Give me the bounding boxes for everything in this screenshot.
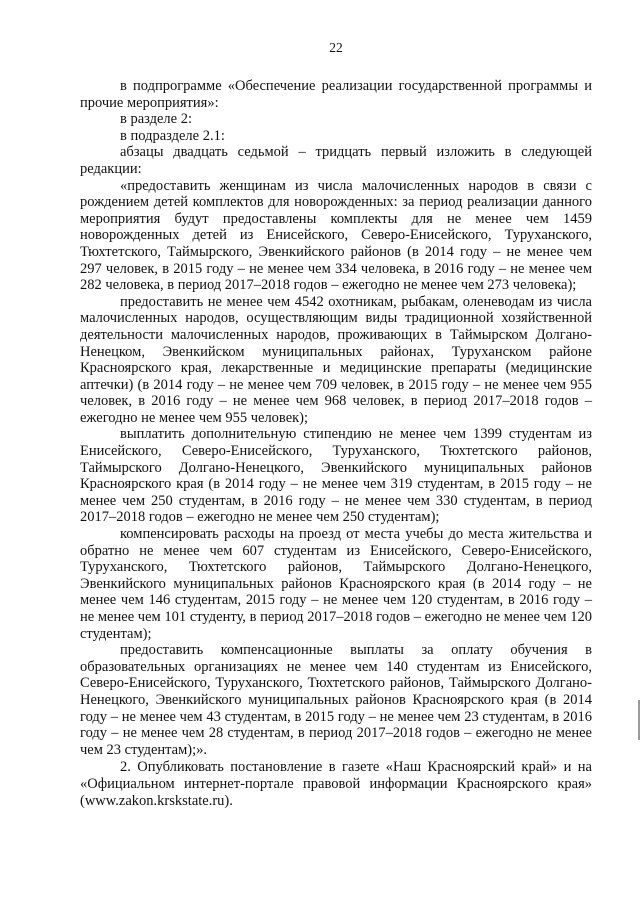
document-body bbox=[80, 78, 592, 809]
paragraph-tuition-compensation: предоставить компенсационные выплаты за оплату обучения в образовательных организациях не менее чем 140 студентам из Енисейского, Северо-Енисейского, Туруханского, Тюхтетского районов, Таймырского Долгано-Ненецкого, Эвенкийского муниципальных районов Красноярского края (в 2014 году – не менее чем 43 студентам, в 2015 году – не менее чем 23 студентам, в 2016 году – не менее чем 28 студентам, в период 2017–2018 годов – ежегодно не менее чем 23 студентам);». bbox=[80, 642, 592, 758]
paragraph-section-2: в разделе 2: bbox=[120, 111, 193, 128]
paragraph-subprogram-intro: в подпрограмме «Обеспечение реализации государственной программы и прочие мероприятия»: bbox=[80, 78, 592, 111]
paragraph-travel-compensation: компенсировать расходы на проезд от места учебы до места жительства и обратно не менее чем 607 студентам из Енисейского, Северо-Енисейского, Туруханского, Тюхтетского районов, Таймырского Долгано-Ненецкого, Эвенкийского муниципальных районов Красноярского края (в 2014 году – не менее чем 146 студентам, 2015 году – не менее чем 120 студентам, в 2016 году – не менее чем 101 студенту, в период 2017–2018 годов – ежегодно не менее чем 120 студентам); bbox=[80, 526, 592, 642]
paragraph-scholarship: выплатить дополнительную стипендию не менее чем 1399 студентам из Енисейского, Северо-Енисейского, Туруханского, Тюхтетского районов, Таймырского Долгано-Ненецкого, Эвенкийского муниципальных районов Красноярского края (в 2014 году – не менее чем 319 студентам, в 2015 году – не менее чем 250 студентам, в 2016 году – не менее чем 330 студентам, в период 2017–2018 годов – ежегодно не менее чем 250 студентам); bbox=[80, 426, 592, 526]
paragraph-subsection-2-1: в подразделе 2.1: bbox=[120, 127, 225, 144]
paragraph-newborn-kits: «предоставить женщинам из числа малочисленных народов в связи с рождением детей комплектов для новорожденных: за период реализации данного мероприятия будут предоставлены комплекты для не менее чем 1459 новорожденных детей из Енисейского, Северо-Енисейского, Туруханского, Тюхтетского, Таймырского, Эвенкийского районов (в 2014 году – не менее чем 297 человек, в 2015 году – не менее чем 334 человека, в 2016 году – не менее чем 282 человека, в период 2017–2018 годов – ежегодно не менее чем 273 человека); bbox=[80, 177, 592, 294]
paragraph-medical-kits: предоставить не менее чем 4542 охотникам, рыбакам, оленеводам из числа малочисленных народов, осуществляющим виды традиционной хозяйственной деятельности малочисленных народов, проживающих в Таймырском Долгано-Ненецком, Эвенкийском муниципальных районах, Туруханском районе Красноярского края, лекарственные и медицинские препараты (медицинские аптечки) (в 2014 году – не менее чем 709 человек, в 2015 году – не менее чем 955 человек, в 2016 году – не менее чем 968 человек, в период 2017–2018 годов – ежегодно не менее чем 955 человек); bbox=[80, 293, 592, 426]
paragraph-amendment-instruction: абзацы двадцать седьмой – тридцать первый изложить в следующей редакции: bbox=[80, 144, 592, 177]
paragraph-publication: 2. Опубликовать постановление в газете «Наш Красноярский край» и на «Официальном интернет-портале правовой информации Красноярского края» (www.zakon.krskstate.ru). bbox=[80, 759, 592, 809]
page-number: 22 bbox=[329, 40, 343, 55]
